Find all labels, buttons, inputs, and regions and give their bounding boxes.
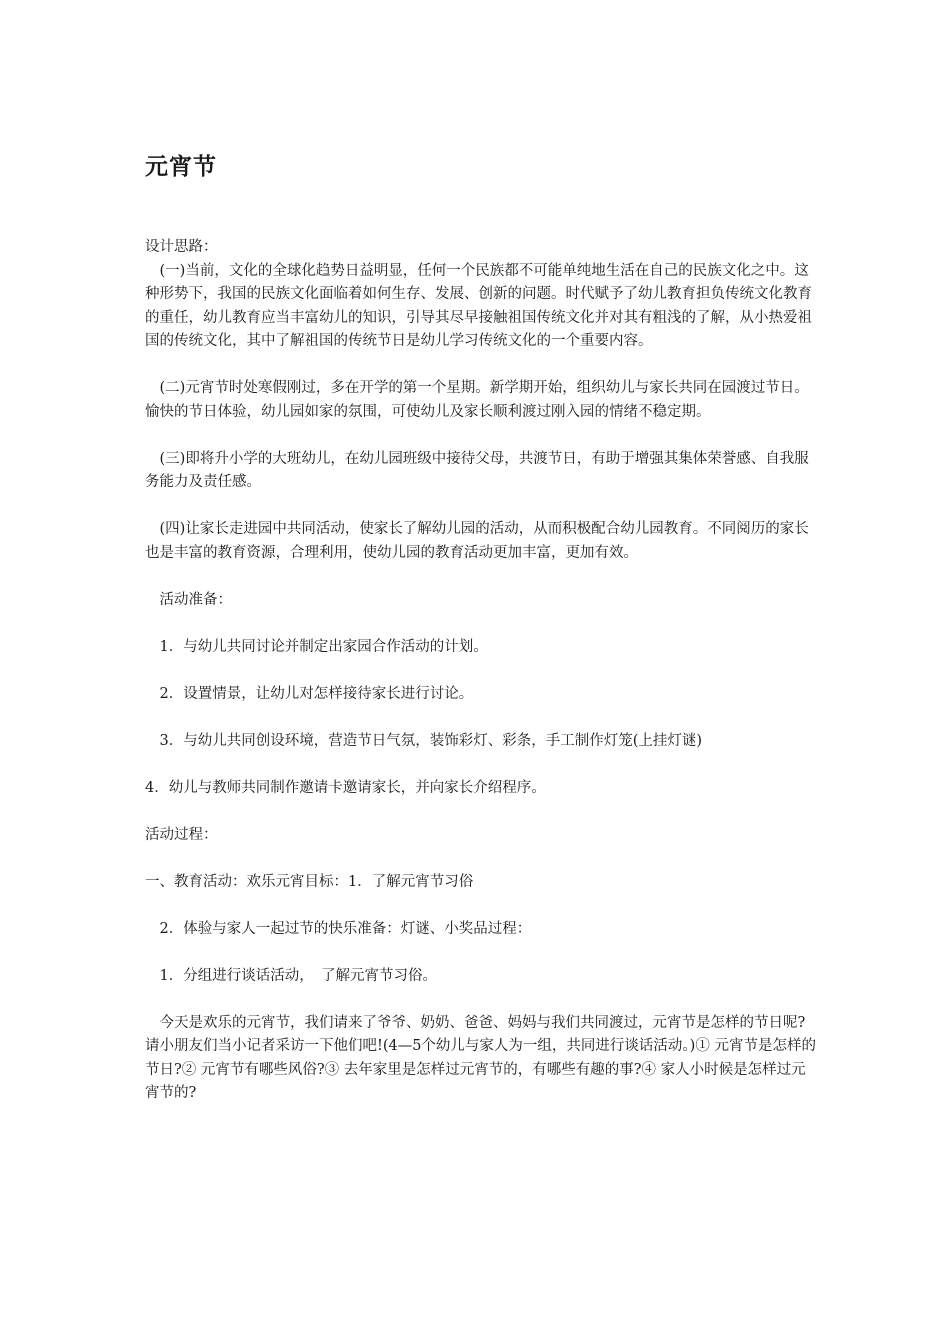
paragraph-2: (二)元宵节时处寒假刚过，多在开学的第一个星期。新学期开始，组织幼儿与家长共同在园渡过节日。愉快的节日体验，幼儿园如家的氛围，可使幼儿及家长顺利渡过刚入园的情绪不稳定期。 <box>145 380 809 420</box>
paragraph-gap <box>145 565 817 589</box>
paragraph-gap <box>145 354 817 378</box>
paragraph-4: (四)让家长走进园中共同活动，使家长了解幼儿园的活动，从而积极配合幼儿园教育。不同阅历的家长也是丰富的教育资源，合理利用，使幼儿园的教育活动更加丰富，更加有效。 <box>145 521 809 561</box>
paragraph-1: (一)当前，文化的全球化趋势日益明显，任何一个民族都不可能单纯地生活在自己的民族文化之中。这种形势下，我国的民族文化面临着如何生存、发展、创新的问题。时代赋予了幼儿教育担负传统文化教育的重任，幼儿教育应当丰富幼儿的知识，引导其尽早接触祖国传统文化并对其有粗浅的了解，从小热爱祖国的传统文化，其中了解祖国的传统节日是幼儿学习传统文化的一个重要内容。 <box>145 262 812 349</box>
paragraph-gap <box>145 424 817 448</box>
prep-item-2: 2．设置情景，让幼儿对怎样接待家长进行讨论。 <box>145 685 474 702</box>
paragraph-gap <box>145 894 817 918</box>
paragraph-gap <box>145 800 817 824</box>
paragraph-gap <box>145 988 817 1012</box>
process-item-3: 1．分组进行谈话活动， 了解元宵节习俗。 <box>145 967 437 984</box>
prep-heading: 活动准备： <box>145 591 232 608</box>
paragraph-gap <box>145 941 817 965</box>
document-title: 元宵节 <box>145 153 217 180</box>
paragraph-gap <box>145 706 817 730</box>
prep-item-3: 3．与幼儿共同创设环境，营造节日气氛，装饰彩灯、彩条，手工制作灯笼(上挂灯谜) <box>145 732 703 749</box>
prep-item-1: 1．与幼儿共同讨论并制定出家园合作活动的计划。 <box>145 638 488 655</box>
paragraph-gap <box>145 612 817 636</box>
design-heading: 设计思路： <box>145 239 218 255</box>
paragraph-gap <box>145 753 817 777</box>
document-body <box>145 236 817 1106</box>
paragraph-3: (三)即将升小学的大班幼儿，在幼儿园班级中接待父母，共渡节日，有助于增强其集体荣誉感、自我服务能力及责任感。 <box>145 450 809 490</box>
process-heading: 活动过程： <box>145 826 218 843</box>
prep-item-4: 4．幼儿与教师共同制作邀请卡邀请家长，并向家长介绍程序。 <box>145 779 546 796</box>
process-item-2: 2．体验与家人一起过节的快乐准备：灯谜、小奖品过程： <box>145 920 532 937</box>
paragraph-gap <box>145 659 817 683</box>
paragraph-5: 今天是欢乐的元宵节，我们请来了爷爷、奶奶、爸爸、妈妈与我们共同渡过，元宵节是怎样的节日呢?请小朋友们当小记者采访一下他们吧!(4—5个幼儿与家人为一组，共同进行谈话活动。)① 元宵节是怎样的节日?② 元宵节有哪些风俗?③ 去年家里是怎样过元宵节的，有哪些有趣的事?④ 家人小时候是怎样过元宵节的? <box>145 1014 816 1101</box>
paragraph-gap <box>145 847 817 871</box>
paragraph-gap <box>145 495 817 519</box>
process-item-1: 一、教育活动：欢乐元宵目标：1．了解元宵节习俗 <box>145 873 474 890</box>
